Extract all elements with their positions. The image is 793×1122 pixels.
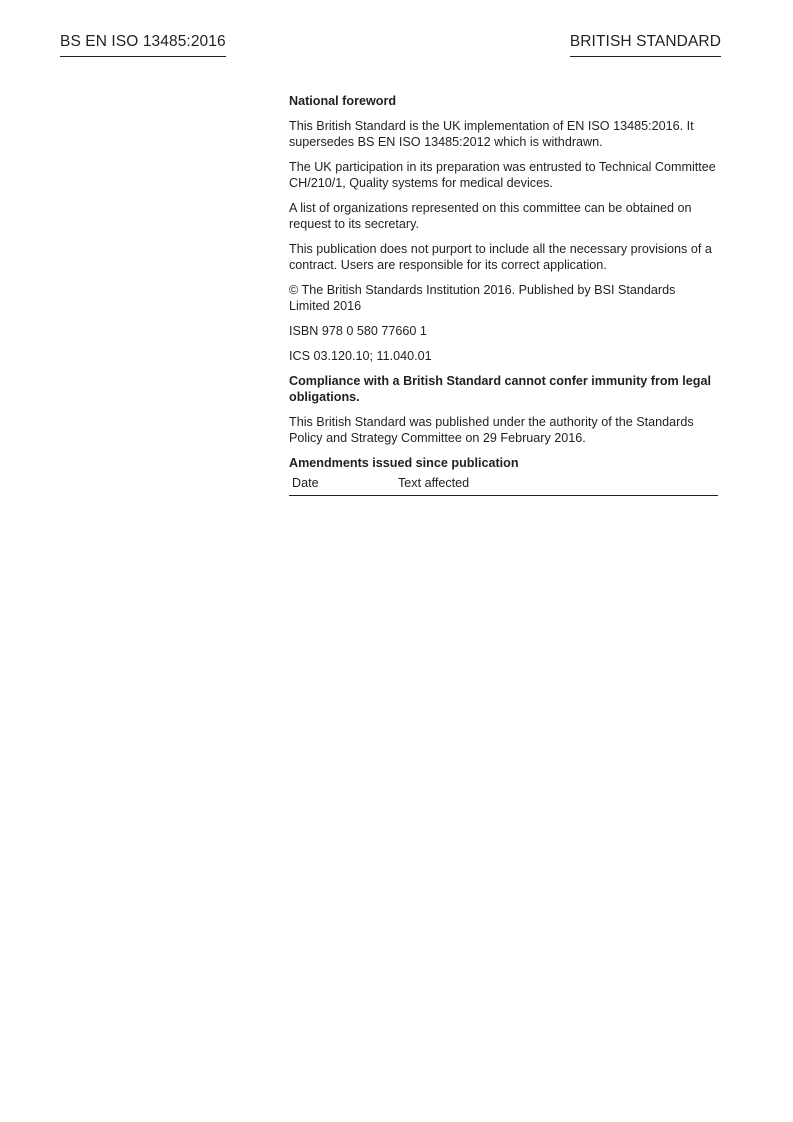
national-foreword — [289, 93, 719, 496]
ics-codes: ICS 03.120.10; 11.040.01 — [289, 349, 432, 363]
amendments-header-row — [289, 475, 718, 496]
standard-type: BRITISH STANDARD — [570, 33, 721, 57]
publication-note: This British Standard was published under the authority of the Standards Policy and Strategy Committee on 29 February 2016. — [289, 415, 694, 445]
isbn: ISBN 978 0 580 77660 1 — [289, 324, 427, 338]
document-id: BS EN ISO 13485:2016 — [60, 33, 226, 57]
foreword-paragraph-organizations: A list of organizations represented on this committee can be obtained on request to its secretary. — [289, 201, 692, 231]
column-header-date: Date — [289, 475, 395, 496]
column-header-text-affected: Text affected — [395, 475, 718, 496]
foreword-paragraph-committee: The UK participation in its preparation was entrusted to Technical Committee CH/210/1, Quality systems for medical devices. — [289, 160, 716, 190]
amendments-table — [289, 475, 718, 496]
foreword-title: National foreword — [289, 94, 397, 108]
amendments-title: Amendments issued since publication — [289, 456, 519, 470]
compliance-note: Compliance with a British Standard cannot confer immunity from legal obligations. — [289, 374, 711, 404]
copyright-notice: © The British Standards Institution 2016. Published by BSI Standards Limited 2016 — [289, 283, 676, 313]
foreword-paragraph-implementation: This British Standard is the UK implementation of EN ISO 13485:2016. It supersedes BS EN ISO 13485:2012 which is withdrawn. — [289, 119, 694, 149]
foreword-paragraph-contract: This publication does not purport to include all the necessary provisions of a contract. Users are responsible for its correct application. — [289, 242, 712, 272]
